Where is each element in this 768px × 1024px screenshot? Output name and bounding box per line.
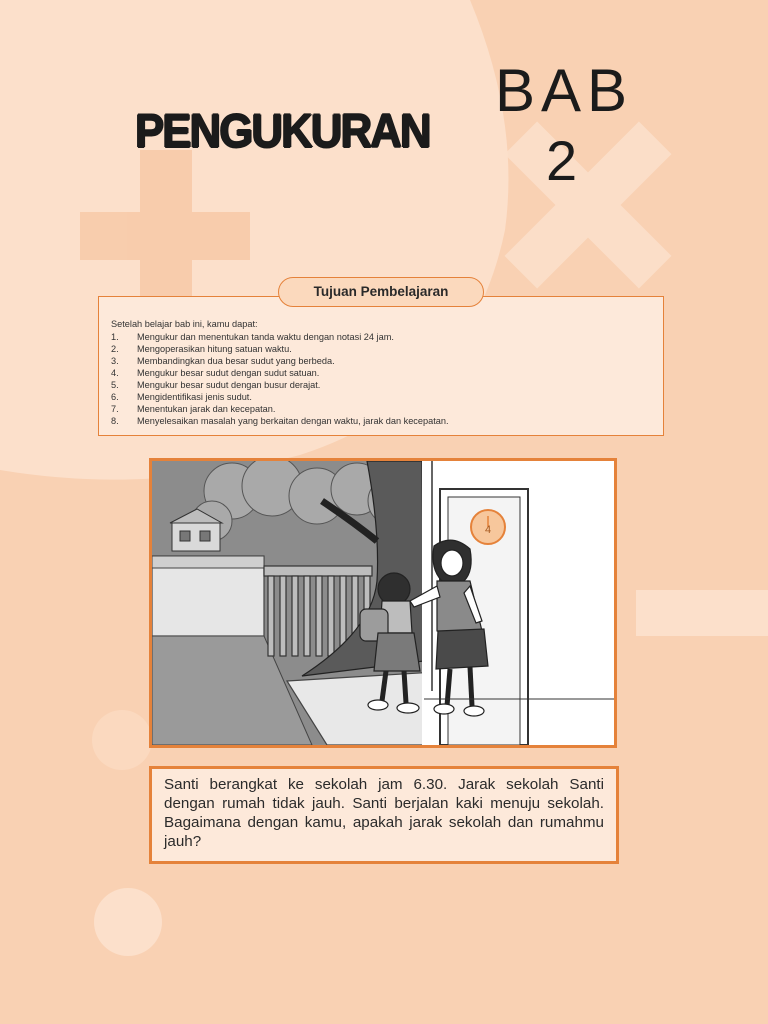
chapter-label: BAB — [495, 57, 634, 124]
chapter-title: PENGUKURAN — [135, 104, 430, 157]
list-item: 7. Menentukan jarak dan kecepatan. — [111, 404, 276, 414]
objectives-heading: Tujuan Pembelajaran — [278, 277, 484, 307]
learning-objectives-box — [98, 296, 664, 436]
clock-numeral: 4 — [485, 524, 492, 536]
background-minus-sign — [636, 590, 768, 636]
clock-icon — [471, 510, 505, 544]
background-times-sign — [505, 122, 672, 289]
list-item: 2. Mengoperasikan hitung satuan waktu. — [111, 344, 292, 354]
list-item: 4. Mengukur besar sudut dengan sudut satuan. — [111, 368, 320, 378]
illustration-santi-leaving-home — [152, 461, 614, 745]
story-box — [149, 766, 619, 864]
list-item: 5. Mengukur besar sudut dengan busur derajat. — [111, 380, 321, 390]
illustration-frame — [149, 458, 617, 748]
background-circle-left — [92, 710, 152, 770]
objectives-list — [111, 331, 449, 427]
story-text: Santi berangkat ke sekolah jam 6.30. Jarak sekolah Santi dengan rumah tidak jauh. Santi berjalan kaki menuju sekolah. Bagaimana dengan kamu, apakah jarak sekolah dan rumahmu jauh? — [164, 776, 604, 850]
objectives-intro: Setelah belajar bab ini, kamu dapat: — [111, 319, 258, 329]
chapter-number: 2 — [546, 129, 578, 192]
list-item: 6. Mengidentifikasi jenis sudut. — [111, 392, 252, 402]
list-item: 3. Membandingkan dua besar sudut yang berbeda. — [111, 356, 335, 366]
list-item: 8. Menyelesaikan masalah yang berkaitan dengan waktu, jarak dan kecepatan. — [111, 416, 449, 426]
list-item: 1. Mengukur dan menentukan tanda waktu dengan notasi 24 jam. — [111, 332, 394, 342]
background-small-circle — [94, 888, 162, 956]
